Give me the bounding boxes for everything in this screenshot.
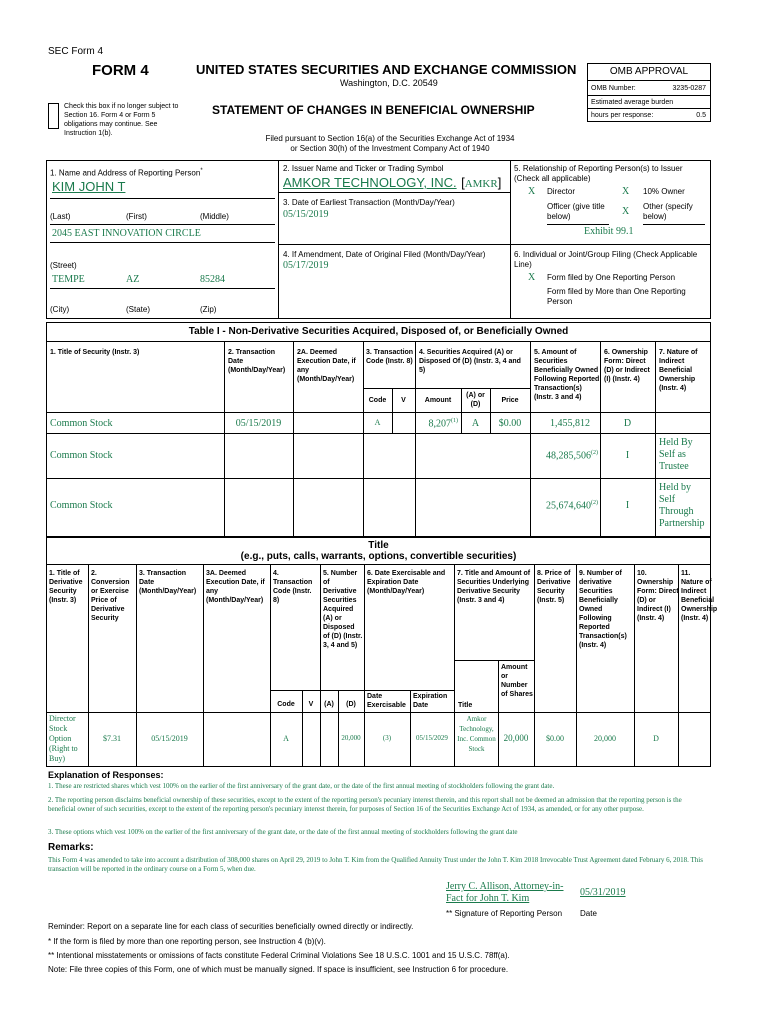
- box4-label: 4. If Amendment, Date of Original Filed (Month/Day/Year): [283, 250, 486, 259]
- t1-row1-owned: 1,455,812: [550, 418, 590, 429]
- box3-label: 3. Date of Earliest Transaction (Month/Day/Year): [283, 198, 455, 207]
- date-label: Date: [580, 909, 597, 918]
- issuer-line: AMKOR TECHNOLOGY, INC. [AMKR]: [283, 175, 502, 190]
- t1-h2a: 2A. Deemed Execution Date, if any (Month/Day/Year): [297, 349, 356, 383]
- t1-aord: (A) or (D): [466, 392, 485, 408]
- owner-check[interactable]: X: [622, 186, 630, 197]
- t2-a: (A): [324, 701, 334, 708]
- omb-hours-label: hours per response:: [591, 112, 654, 119]
- t1-h4: 4. Securities Acquired (A) or Disposed Of (D) (Instr. 3, 4 and 5): [419, 349, 521, 374]
- state-value: AZ: [126, 274, 140, 285]
- t1-code: Code: [368, 397, 387, 404]
- t2-row-date: 05/15/2019: [151, 734, 188, 743]
- explanation-2: 2. The reporting person disclaims beneficial ownership of these securities, except to the extent of the reporting person's pecuniary interest therein, and this report shall not be deemed an admission that the reporting person is the beneficial owner of such securities, except to the extent of the reporting person's pecuniary interest therein, for purposes of Section 16 of the Securities Exchange Act of 1934, as amended, or for any other purpose.: [48, 796, 682, 813]
- last-label: (Last): [50, 212, 71, 221]
- t2-d: (D): [346, 701, 356, 708]
- one-person-check[interactable]: X: [528, 272, 536, 283]
- t1-row1-form: D: [623, 418, 632, 429]
- t1-row3-nature: Held by Self Through Partnership: [659, 482, 705, 529]
- omb-burden-label: Estimated average burden: [591, 99, 674, 106]
- t1-row1-date: 05/15/2019: [235, 418, 282, 429]
- t2-row-owned: 20,000: [594, 734, 616, 743]
- more-person-label: Form filed by More than One Reporting Person: [547, 287, 686, 306]
- footer-note: Note: File three copies of this Form, one of which must be manually signed. If space is insufficient, see Instruction 6 for procedure.: [48, 965, 509, 974]
- sec-form-label: SEC Form 4: [48, 46, 104, 57]
- t2-row-expiration: 05/15/2029: [416, 734, 448, 742]
- t2-h11: 11. Nature of Indirect Beneficial Ownership (Instr. 4): [681, 570, 718, 622]
- box5-sub: (Check all applicable): [514, 174, 591, 183]
- street-label: (Street): [50, 261, 77, 270]
- ticker: AMKR: [464, 178, 498, 190]
- t1-h2: 2. Transaction Date (Month/Day/Year): [228, 349, 286, 374]
- t2-row-code: A: [283, 734, 289, 743]
- zip-value: 85284: [200, 274, 225, 285]
- t2-h2: 2. Conversion or Exercise Price of Derivative Security: [91, 570, 130, 622]
- box2-label: 2. Issuer Name and Ticker or Trading Symbol: [283, 164, 444, 173]
- table2-subtitle: (e.g., puts, calls, warrants, options, convertible securities): [240, 551, 517, 562]
- t1-h3: 3. Transaction Code (Instr. 8): [366, 349, 414, 365]
- filed-pursuant-line2: or Section 30(h) of the Investment Company Act of 1940: [290, 144, 490, 153]
- t2-row-shares: 20,000: [503, 733, 529, 743]
- signature-date: 05/31/2019: [580, 887, 626, 898]
- state-label: (State): [126, 305, 151, 314]
- t2-row-a: 20,000: [341, 734, 361, 742]
- exhibit-label: Exhibit 99.1: [584, 226, 634, 237]
- t1-row2-form: I: [625, 450, 630, 461]
- t1-row2-title: Common Stock: [50, 450, 113, 461]
- table2-title: Title: [368, 540, 389, 551]
- footer-star: * If the form is filed by more than one reporting person, see Instruction 4 (b)(v).: [48, 937, 326, 946]
- t2-v: V: [308, 701, 314, 708]
- footer-reminder: Reminder: Report on a separate line for each class of securities beneficially owned directly or indirectly.: [48, 922, 414, 931]
- issuer-name[interactable]: AMKOR TECHNOLOGY, INC.: [283, 175, 457, 190]
- t1-v: V: [401, 397, 406, 404]
- other-check[interactable]: X: [622, 206, 630, 217]
- t1-row3-form: I: [625, 500, 630, 511]
- t1-h1: 1. Title of Security (Instr. 3): [50, 349, 140, 356]
- t2-row-underlying: Amkor Technology, Inc. Common Stock: [457, 715, 496, 753]
- director-check[interactable]: X: [528, 186, 536, 197]
- t1-row1-price: $0.00: [498, 418, 522, 429]
- box6-label: 6. Individual or Joint/Group Filing (Check Applicable Line): [514, 250, 698, 269]
- checkbox-note: Check this box if no longer subject to Section 16. Form 4 or Form 5 obligations may continue. See Instruction 1(b).: [64, 103, 179, 137]
- omb-title: OMB APPROVAL: [609, 66, 689, 77]
- t2-title: Title: [458, 702, 473, 709]
- t2-h4: 4. Transaction Code (Instr. 8): [273, 570, 313, 604]
- street-value: 2045 EAST INNOVATION CIRCLE: [52, 228, 201, 239]
- t1-h6: 6. Ownership Form: Direct (D) or Indirect (I) (Instr. 4): [604, 349, 650, 383]
- one-person-label: Form filed by One Reporting Person: [547, 273, 676, 282]
- t2-h7: 7. Title and Amount of Securities Underlying Derivative Security (Instr. 3 and 4): [457, 570, 531, 604]
- explanation-3: 3. These options which vest 100% on the earlier of the first anniversary of the grant date, or the date of the first annual meeting of stockholders following the grant date: [48, 828, 518, 836]
- omb-number-label: OMB Number:: [591, 85, 636, 92]
- statement-title: STATEMENT OF CHANGES IN BENEFICIAL OWNERSHIP: [212, 103, 535, 117]
- explanation-1: 1. These are restricted shares which vest 100% on the earlier of the first anniversary of the grant date, or the date of the first annual meeting of stockholders following the grant date.: [48, 782, 555, 790]
- no-longer-subject-checkbox[interactable]: [48, 103, 59, 129]
- remarks-text: This Form 4 was amended to take into account a distribution of 308,000 shares on April 29, 2019 to John T. Kim from the Qualified Annuity Trust under the John T. Kim 2018 Irrevocable Trust Agreement dated February 6, 2018. This transaction will be reported in the ordinary course on a Form 5, when due.: [48, 856, 703, 873]
- t2-h10: 10. Ownership Form: Direct (D) or Indirect (I) (Instr. 4): [637, 570, 679, 622]
- reporting-person-name[interactable]: KIM JOHN T: [52, 179, 126, 194]
- amendment-date: 05/17/2019: [283, 260, 329, 271]
- middle-label: (Middle): [200, 212, 229, 221]
- commission-city: Washington, D.C. 20549: [340, 78, 438, 88]
- t1-row3-title: Common Stock: [50, 500, 113, 511]
- t1-amount: Amount: [424, 397, 452, 404]
- t1-row2-owned: 48,285,506$^{(2)}$: [546, 450, 598, 462]
- t1-row3-owned: 25,674,640$^{(2)}$: [546, 500, 598, 512]
- other-label: Other (specify below): [643, 202, 693, 221]
- earliest-transaction-date: 05/15/2019: [283, 209, 329, 220]
- t2-h9: 9. Number of derivative Securities Beneficially Owned Following Reported Transaction(s) (Instr. 4): [579, 570, 627, 649]
- t2-h3: 3. Transaction Date (Month/Day/Year): [139, 570, 197, 595]
- t1-row1-title: Common Stock: [50, 418, 113, 429]
- owner-label: 10% Owner: [643, 187, 685, 196]
- box5-label: 5. Relationship of Reporting Person(s) to Issuer: [514, 164, 683, 173]
- city-value: TEMPE: [52, 274, 85, 285]
- director-label: Director: [547, 187, 576, 196]
- city-label: (City): [50, 305, 70, 314]
- explanation-title: Explanation of Responses:: [48, 770, 164, 780]
- t1-price: Price: [501, 397, 519, 404]
- t1-row1-ad: A: [471, 418, 480, 429]
- t1-row2-nature: Held By Self as Trustee: [659, 437, 693, 472]
- t2-row-exercisable: (3): [382, 734, 392, 742]
- officer-label: Officer (give title below): [547, 202, 605, 221]
- omb-number-value: 3235-0287: [672, 85, 706, 92]
- t2-row-title: Director Stock Option (Right to Buy): [49, 714, 78, 763]
- omb-hours-value: 0.5: [696, 112, 706, 119]
- zip-label: (Zip): [200, 305, 217, 314]
- t1-row1-code: A: [374, 418, 381, 427]
- signature-name: Jerry C. Allison, Attorney-in-Fact for John T. Kim: [446, 881, 564, 904]
- form-number: FORM 4: [92, 62, 149, 79]
- remarks-title: Remarks:: [48, 842, 94, 853]
- t2-h3a: 3A. Deemed Execution Date, if any (Month/Day/Year): [206, 570, 265, 604]
- first-label: (First): [126, 212, 147, 221]
- t2-h5: 5. Number of Derivative Securities Acquired (A) or Disposed of (D) (Instr. 3, 4 and 5): [323, 570, 363, 649]
- t1-h5: 5. Amount of Securities Beneficially Owned Following Reported Transaction(s) (Instr. 3 and 4): [534, 349, 600, 401]
- commission-title: UNITED STATES SECURITIES AND EXCHANGE COMMISSION: [196, 62, 577, 77]
- t2-h6: 6. Date Exercisable and Expiration Date (Month/Day/Year): [367, 570, 446, 595]
- box1-label: 1. Name and Address of Reporting Person*: [50, 168, 203, 178]
- t2-row-price: $7.31: [103, 734, 121, 743]
- t2-row-deriv-price: $0.00: [546, 734, 564, 743]
- t2-code: Code: [277, 701, 295, 708]
- t1-h7: 7. Nature of Indirect Beneficial Ownership (Instr. 4): [659, 349, 698, 392]
- t1-row1-amount: 8,207$^{(1)}$: [428, 418, 458, 430]
- t2-h8: 8. Price of Derivative Security (Instr. 5): [537, 570, 571, 604]
- t2-h1: 1. Title of Derivative Security (Instr. 3): [49, 570, 83, 604]
- t2-exercisable: Date Exercisable: [367, 693, 406, 709]
- table1-title: Table I - Non-Derivative Securities Acquired, Disposed of, or Beneficially Owned: [188, 326, 569, 337]
- filed-pursuant-line1: Filed pursuant to Section 16(a) of the Securities Exchange Act of 1934: [265, 134, 515, 143]
- t2-amount-shares: Amount or Number of Shares: [501, 664, 533, 698]
- footer-dstar: ** Intentional misstatements or omissions of facts constitute Federal Criminal Violations See 18 U.S.C. 1001 and 15 U.S.C. 78ff(a).: [48, 951, 510, 960]
- signature-label: ** Signature of Reporting Person: [446, 909, 563, 918]
- t2-expiration: Expiration Date: [413, 693, 448, 709]
- t2-row-form: D: [653, 734, 659, 743]
